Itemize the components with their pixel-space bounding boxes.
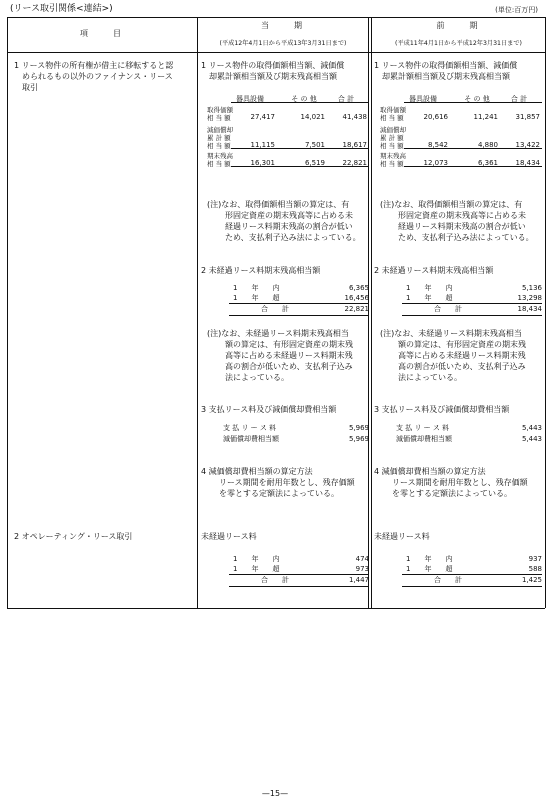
s2-note-line-4: 高の割合が低いため、支払利子込み [398, 362, 526, 371]
s3-value-depreciation: 5,443 [521, 435, 542, 443]
s1-value-acquisition-3: 31,857 [515, 113, 540, 121]
s1-value-depreciation-3: 13,422 [515, 141, 540, 149]
op-total-value: 1,447 [348, 576, 369, 584]
s1-note-line-2: 形固定資産の期末残高等に占める未 [225, 211, 353, 220]
s1-value-ending-balance-1: 16,301 [250, 159, 275, 167]
s1-title-line-1: 1 リース物件の取得価額相当額、減価償 [374, 61, 518, 70]
s1-value-depreciation-3: 18,617 [342, 141, 367, 149]
s1-value-acquisition-1: 27,417 [250, 113, 275, 121]
s1-note-line-1: (注)なお、取得価額相当額の算定は、有 [380, 200, 523, 209]
s2-value-over-1y: 13,298 [517, 294, 542, 302]
s1-note-line-4: ため、支払利子込み法によっている。 [398, 233, 534, 242]
s3-value-depreciation: 5,969 [348, 435, 369, 443]
s2-total-rule [402, 303, 542, 304]
header-prior: 前 期 [436, 21, 481, 30]
item1-line-2: められるもの以外のファイナンス・リース [22, 72, 173, 81]
s3-title: 3 支払リース料及び減価償却費相当額 [374, 405, 510, 414]
op-total-label: 合 計 [434, 576, 462, 584]
s2-title: 2 未経過リース料期末残高相当額 [201, 266, 321, 275]
s2-label-within-1y: 1 年 内 [406, 284, 453, 292]
s1-header-total: 合 計 [337, 95, 355, 103]
op-label-over-1y: 1 年 超 [233, 565, 280, 573]
s4-title: 4 減価償却費相当額の算定方法 [374, 467, 486, 476]
s2-bottom-rule [402, 315, 542, 316]
s1-header-rule [231, 102, 369, 103]
op-value-within-1y: 937 [528, 555, 542, 563]
s2-bottom-rule [229, 315, 369, 316]
s2-value-within-1y: 5,136 [521, 284, 542, 292]
op-label-over-1y: 1 年 超 [406, 565, 453, 573]
s1-label-depreciation-1: 減価償却 [380, 126, 406, 134]
s1-header-rule [404, 102, 542, 103]
s1-title-line-1: 1 リース物件の取得価額相当額、減価償 [201, 61, 345, 70]
item1-line-1: 1 リース物件の所有権が借主に移転すると認 [14, 61, 174, 70]
header-current-period: (平成12年4月1日から平成13年3月31日まで) [219, 40, 347, 47]
s4-title: 4 減価償却費相当額の算定方法 [201, 467, 313, 476]
op-total-rule [402, 574, 542, 575]
s1-label-depreciation-2: 累 計 額 [207, 134, 231, 142]
s1-header-total: 合 計 [510, 95, 528, 103]
s2-total-label: 合 計 [261, 305, 289, 313]
op-value-within-1y: 474 [355, 555, 369, 563]
s1-label-depreciation-1: 減価償却 [207, 126, 233, 134]
s2-note-line-4: 高の割合が低いため、支払利子込み [225, 362, 353, 371]
s1-note-line-2: 形固定資産の期末残高等に占める未 [398, 211, 526, 220]
s1-label-acquisition-1: 取得価額 [380, 106, 406, 114]
s3-title: 3 支払リース料及び減価償却費相当額 [201, 405, 337, 414]
s2-note-line-3: 高等に占める未経過リース料期末残 [225, 351, 353, 360]
s1-label-acquisition-2: 相 当 額 [207, 114, 231, 122]
s1-header-equipment: 器具設備 [236, 95, 264, 103]
s3-label-depreciation: 減価償却費相当額 [396, 435, 452, 443]
s2-note-line-2: 額の算定は、有形固定資産の期末残 [225, 340, 353, 349]
s1-value-depreciation-2: 7,501 [304, 141, 325, 149]
s4-text-line-1: リース期間を耐用年数とし、残存価額 [219, 478, 355, 487]
header-prior-period: (平成11年4月1日から平成12年3月31日まで) [395, 40, 522, 47]
s2-value-within-1y: 6,365 [348, 284, 369, 292]
op-label-within-1y: 1 年 内 [406, 555, 453, 563]
s2-note-line-3: 高等に占める未経過リース料期末残 [398, 351, 526, 360]
s1-label-acquisition-1: 取得価額 [207, 106, 233, 114]
s1-value-ending-balance-3: 22,821 [342, 159, 367, 167]
s1-header-other: そ の 他 [464, 95, 490, 103]
s1-rule-3 [231, 166, 369, 167]
s1-label-ending-balance-1: 期末残高 [207, 152, 233, 160]
s2-note-line-5: 法によっている。 [225, 373, 289, 382]
op-total-value: 1,425 [521, 576, 542, 584]
header-current: 当 期 [261, 21, 305, 30]
s1-label-depreciation-2: 累 計 額 [380, 134, 404, 142]
s1-value-acquisition-2: 11,241 [473, 113, 498, 121]
s2-label-over-1y: 1 年 超 [406, 294, 453, 302]
s1-title-line-2: 却累計額相当額及び期末残高相当額 [382, 72, 510, 81]
s1-value-ending-balance-2: 6,519 [304, 159, 325, 167]
s1-note-line-3: 経過リース料期末残高の割合が低い [225, 222, 353, 231]
s3-value-lease-payments: 5,969 [348, 424, 369, 432]
op-total-rule [229, 574, 369, 575]
header-item: 項 目 [80, 29, 124, 38]
s1-value-acquisition-1: 20,616 [423, 113, 448, 121]
s1-value-depreciation-1: 8,542 [427, 141, 448, 149]
op-bottom-rule [229, 586, 369, 587]
s2-value-over-1y: 16,456 [344, 294, 369, 302]
unit-label: (単位:百万円) [495, 6, 538, 14]
item2-title: 2 オペレーティング・リース取引 [14, 532, 133, 541]
s1-label-depreciation-3: 相 当 額 [207, 142, 231, 150]
s1-label-depreciation-3: 相 当 額 [380, 142, 404, 150]
s2-note-line-5: 法によっている。 [398, 373, 462, 382]
op-title: 未経過リース料 [201, 532, 257, 541]
item1-line-3: 取引 [22, 83, 38, 92]
s3-label-lease-payments: 支 払 リ ー ス 料 [396, 424, 450, 432]
s3-value-lease-payments: 5,443 [521, 424, 542, 432]
s2-note-line-1: (注)なお、未経過リース料期末残高相当 [380, 329, 522, 338]
s1-value-ending-balance-1: 12,073 [423, 159, 448, 167]
s4-text-line-2: を零とする定額法によっている。 [392, 489, 512, 498]
section-title: (リース取引関係<連結>) [10, 4, 113, 14]
s2-label-within-1y: 1 年 内 [233, 284, 280, 292]
s3-label-lease-payments: 支 払 リ ー ス 料 [223, 424, 277, 432]
s1-value-acquisition-3: 41,438 [342, 113, 367, 121]
s2-total-label: 合 計 [434, 305, 462, 313]
s1-label-ending-balance-2: 相 当 額 [380, 160, 404, 168]
page-number: —15— [261, 789, 289, 798]
op-bottom-rule [402, 586, 542, 587]
s1-label-acquisition-2: 相 当 額 [380, 114, 404, 122]
s1-value-acquisition-2: 14,021 [300, 113, 325, 121]
s1-header-equipment: 器具設備 [409, 95, 437, 103]
op-value-over-1y: 973 [355, 565, 369, 573]
s1-value-ending-balance-2: 6,361 [477, 159, 498, 167]
s2-note-line-1: (注)なお、未経過リース料期末残高相当 [207, 329, 349, 338]
s2-total-value: 22,821 [344, 305, 369, 313]
op-value-over-1y: 588 [528, 565, 542, 573]
s2-total-rule [229, 303, 369, 304]
s1-label-ending-balance-1: 期末残高 [380, 152, 406, 160]
s1-header-other: そ の 他 [291, 95, 317, 103]
op-total-label: 合 計 [261, 576, 289, 584]
s1-rule-3 [404, 166, 542, 167]
op-title: 未経過リース料 [374, 532, 430, 541]
s1-title-line-2: 却累計額相当額及び期末残高相当額 [209, 72, 337, 81]
s2-label-over-1y: 1 年 超 [233, 294, 280, 302]
s2-total-value: 18,434 [517, 305, 542, 313]
s1-rule-2 [231, 148, 369, 149]
s1-value-depreciation-1: 11,115 [250, 141, 275, 149]
s2-title: 2 未経過リース料期末残高相当額 [374, 266, 494, 275]
s4-text-line-1: リース期間を耐用年数とし、残存価額 [392, 478, 528, 487]
s1-note-line-3: 経過リース料期末残高の割合が低い [398, 222, 526, 231]
s1-note-line-1: (注)なお、取得価額相当額の算定は、有 [207, 200, 350, 209]
s2-note-line-2: 額の算定は、有形固定資産の期末残 [398, 340, 526, 349]
s1-label-ending-balance-2: 相 当 額 [207, 160, 231, 168]
s1-value-depreciation-2: 4,880 [477, 141, 498, 149]
s1-rule-2 [404, 148, 542, 149]
op-label-within-1y: 1 年 内 [233, 555, 280, 563]
s3-label-depreciation: 減価償却費相当額 [223, 435, 279, 443]
s4-text-line-2: を零とする定額法によっている。 [219, 489, 339, 498]
s1-value-ending-balance-3: 18,434 [515, 159, 540, 167]
s1-note-line-4: ため、支払利子込み法によっている。 [225, 233, 361, 242]
